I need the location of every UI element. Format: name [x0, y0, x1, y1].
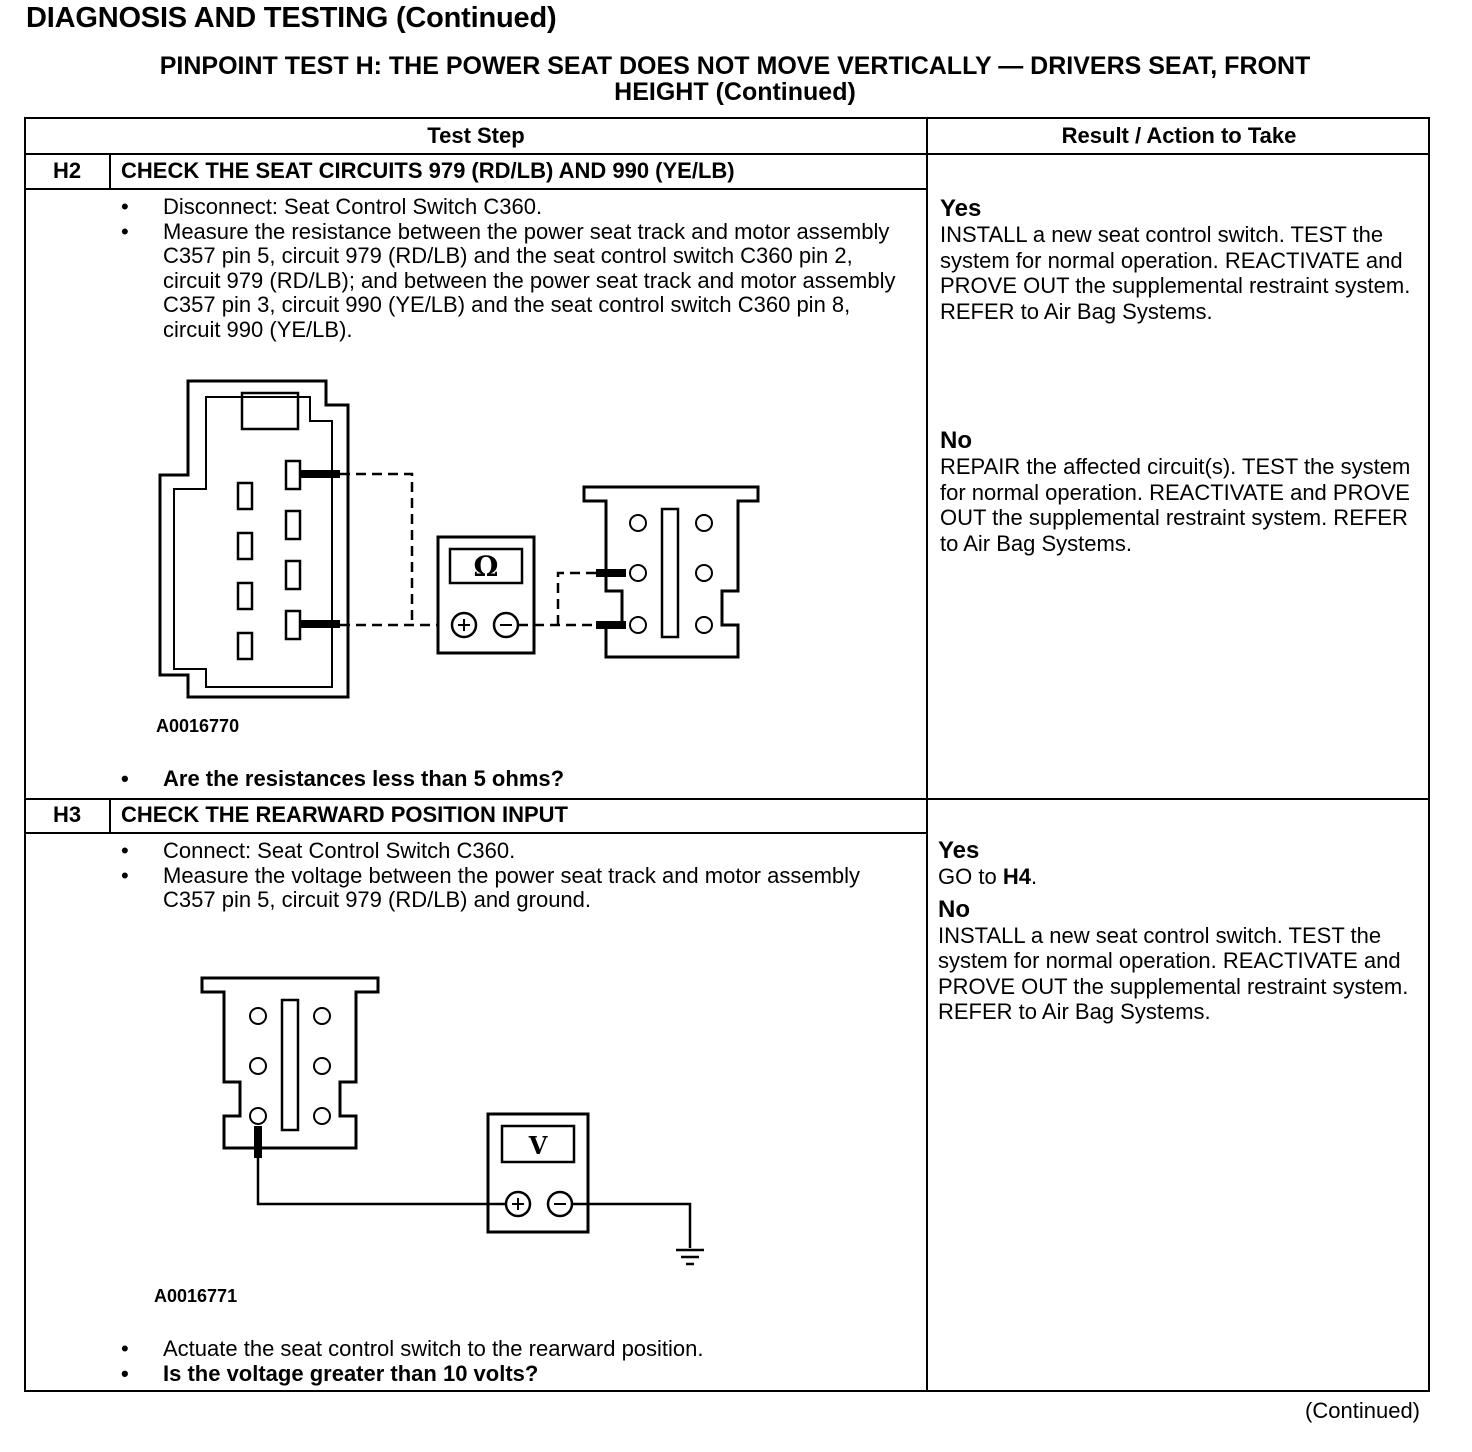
list-item: • Measure the resistance between the power seat track and motor assembly C357 pin 5, circuit 979 (RD/LB) and the seat control switch C360 pin 2, circuit 979 (RD/LB); and between the power seat track and motor assembly C357 pin 3, circuit 990 (YE/LB) and the seat control switch C360 pin 8, circuit 990 (YE/LB). [121, 220, 911, 343]
ground-icon [676, 1250, 704, 1264]
test-title-line-2: HEIGHT (Continued) [614, 78, 856, 106]
pin-slot [286, 611, 300, 639]
list-item: • Disconnect: Seat Control Switch C360. [121, 195, 911, 220]
test-lead [558, 573, 598, 625]
probe-tip [254, 1126, 262, 1158]
h2-no-text: REPAIR the affected circuit(s). TEST the system for normal operation. REACTIVATE and PROVE OUT the supplemental restraint system. REFER to Air Bag Systems. [940, 454, 1411, 556]
pinpoint-test-title [40, 53, 1430, 105]
test-lead [258, 1158, 506, 1204]
header-test-step: Test Step [427, 123, 525, 148]
probe-tip [300, 470, 340, 478]
h3-yes-target[interactable]: H4 [1002, 864, 1031, 889]
terminal-hole [696, 617, 712, 633]
pin-slot [286, 561, 300, 589]
list-item: • Connect: Seat Control Switch C360. [121, 839, 911, 864]
terminal-hole [250, 1008, 266, 1024]
h3-no-text: INSTALL a new seat control switch. TEST the system for normal operation. REACTIVATE and PROVE OUT the supplemental restraint system. REFER to Air Bag Systems. [938, 922, 1409, 1024]
h3-no-label: No [938, 895, 970, 923]
step-id-h2: H2 [52, 158, 82, 183]
h2-id-divider [109, 155, 111, 190]
terminal-hole [314, 1058, 330, 1074]
h3-title-divider [26, 832, 926, 834]
h2-result [940, 195, 1422, 324]
h2-result-no [940, 427, 1422, 556]
terminal-hole [250, 1108, 266, 1124]
step-title-h2: CHECK THE SEAT CIRCUITS 979 (RD/LB) AND 990 (YE/LB) [121, 158, 735, 183]
terminal-hole [314, 1008, 330, 1024]
terminal-hole [630, 515, 646, 531]
terminal-hole [696, 565, 712, 581]
column-divider [926, 119, 928, 1392]
continued-footer: (Continued) [1305, 1398, 1420, 1423]
terminal-hole [250, 1058, 266, 1074]
step-id-h3: H3 [52, 802, 82, 827]
h2-title-divider [26, 188, 926, 190]
step-divider [26, 798, 1430, 800]
terminal-hole [630, 565, 646, 581]
plus-sign [458, 619, 470, 631]
terminal-hole [696, 515, 712, 531]
test-title-line-1: PINPOINT TEST H: THE POWER SEAT DOES NOT MOVE VERTICALLY — DRIVERS SEAT, FRONT [159, 52, 1311, 80]
h2-instructions [121, 195, 911, 343]
h2-yes-label: Yes [940, 195, 982, 222]
h3-yes-label: Yes [938, 837, 980, 864]
figure-a0016771-diagram [190, 970, 730, 1270]
h2-question: • Are the resistances less than 5 ohms? [121, 767, 911, 792]
h2-question-list [121, 767, 911, 792]
probe-tip [596, 569, 626, 577]
h3-id-divider [109, 800, 111, 834]
h2-yes-text: INSTALL a new seat control switch. TEST the system for normal operation. REACTIVATE and PROVE OUT the supplemental restraint system. REFER to Air Bag Systems. [940, 222, 1411, 324]
page-title: DIAGNOSIS AND TESTING (Continued) [26, 2, 557, 34]
pin-slot [238, 583, 252, 609]
h3-question: • Is the voltage greater than 10 volts? [121, 1362, 911, 1387]
figure-id-h3: A0016771 [154, 1286, 238, 1306]
h3-yes-end: . [1030, 864, 1038, 889]
plus-sign [512, 1198, 524, 1210]
h3-yes-go: GO to [938, 864, 997, 889]
figure-a0016770-diagram [150, 375, 770, 715]
pin-slot [238, 483, 252, 509]
pin-slot [286, 461, 300, 489]
terminal-hole [630, 617, 646, 633]
step-title-h3: CHECK THE REARWARD POSITION INPUT [121, 802, 568, 827]
c357-latch [242, 393, 298, 429]
ohmmeter-symbol: Ω [473, 550, 499, 583]
figure-id-h2: A0016770 [156, 716, 240, 736]
c357-connector-outline [202, 978, 378, 1148]
pin-slot [238, 533, 252, 559]
h3-result [938, 837, 1422, 1025]
h3-final-list [121, 1337, 911, 1386]
pin-slot [238, 633, 252, 659]
header-result-action: Result / Action to Take [1061, 123, 1297, 148]
test-lead [572, 1204, 690, 1248]
h2-no-label: No [940, 427, 972, 454]
test-lead [340, 474, 412, 625]
probe-tip [300, 620, 340, 628]
terminal-hole [314, 1108, 330, 1124]
pin-slot [286, 511, 300, 539]
h3-actuate: • Actuate the seat control switch to the rearward position. [121, 1337, 911, 1362]
header-divider [26, 153, 1430, 155]
list-item: • Measure the voltage between the power seat track and motor assembly C357 pin 5, circuit 979 (RD/LB) and ground. [121, 864, 911, 913]
voltmeter-symbol: V [528, 1131, 548, 1160]
h3-yes-text [938, 864, 1422, 890]
c357-center-bar [282, 1000, 298, 1130]
c360-center-bar [662, 509, 678, 637]
h3-instructions [121, 839, 911, 913]
